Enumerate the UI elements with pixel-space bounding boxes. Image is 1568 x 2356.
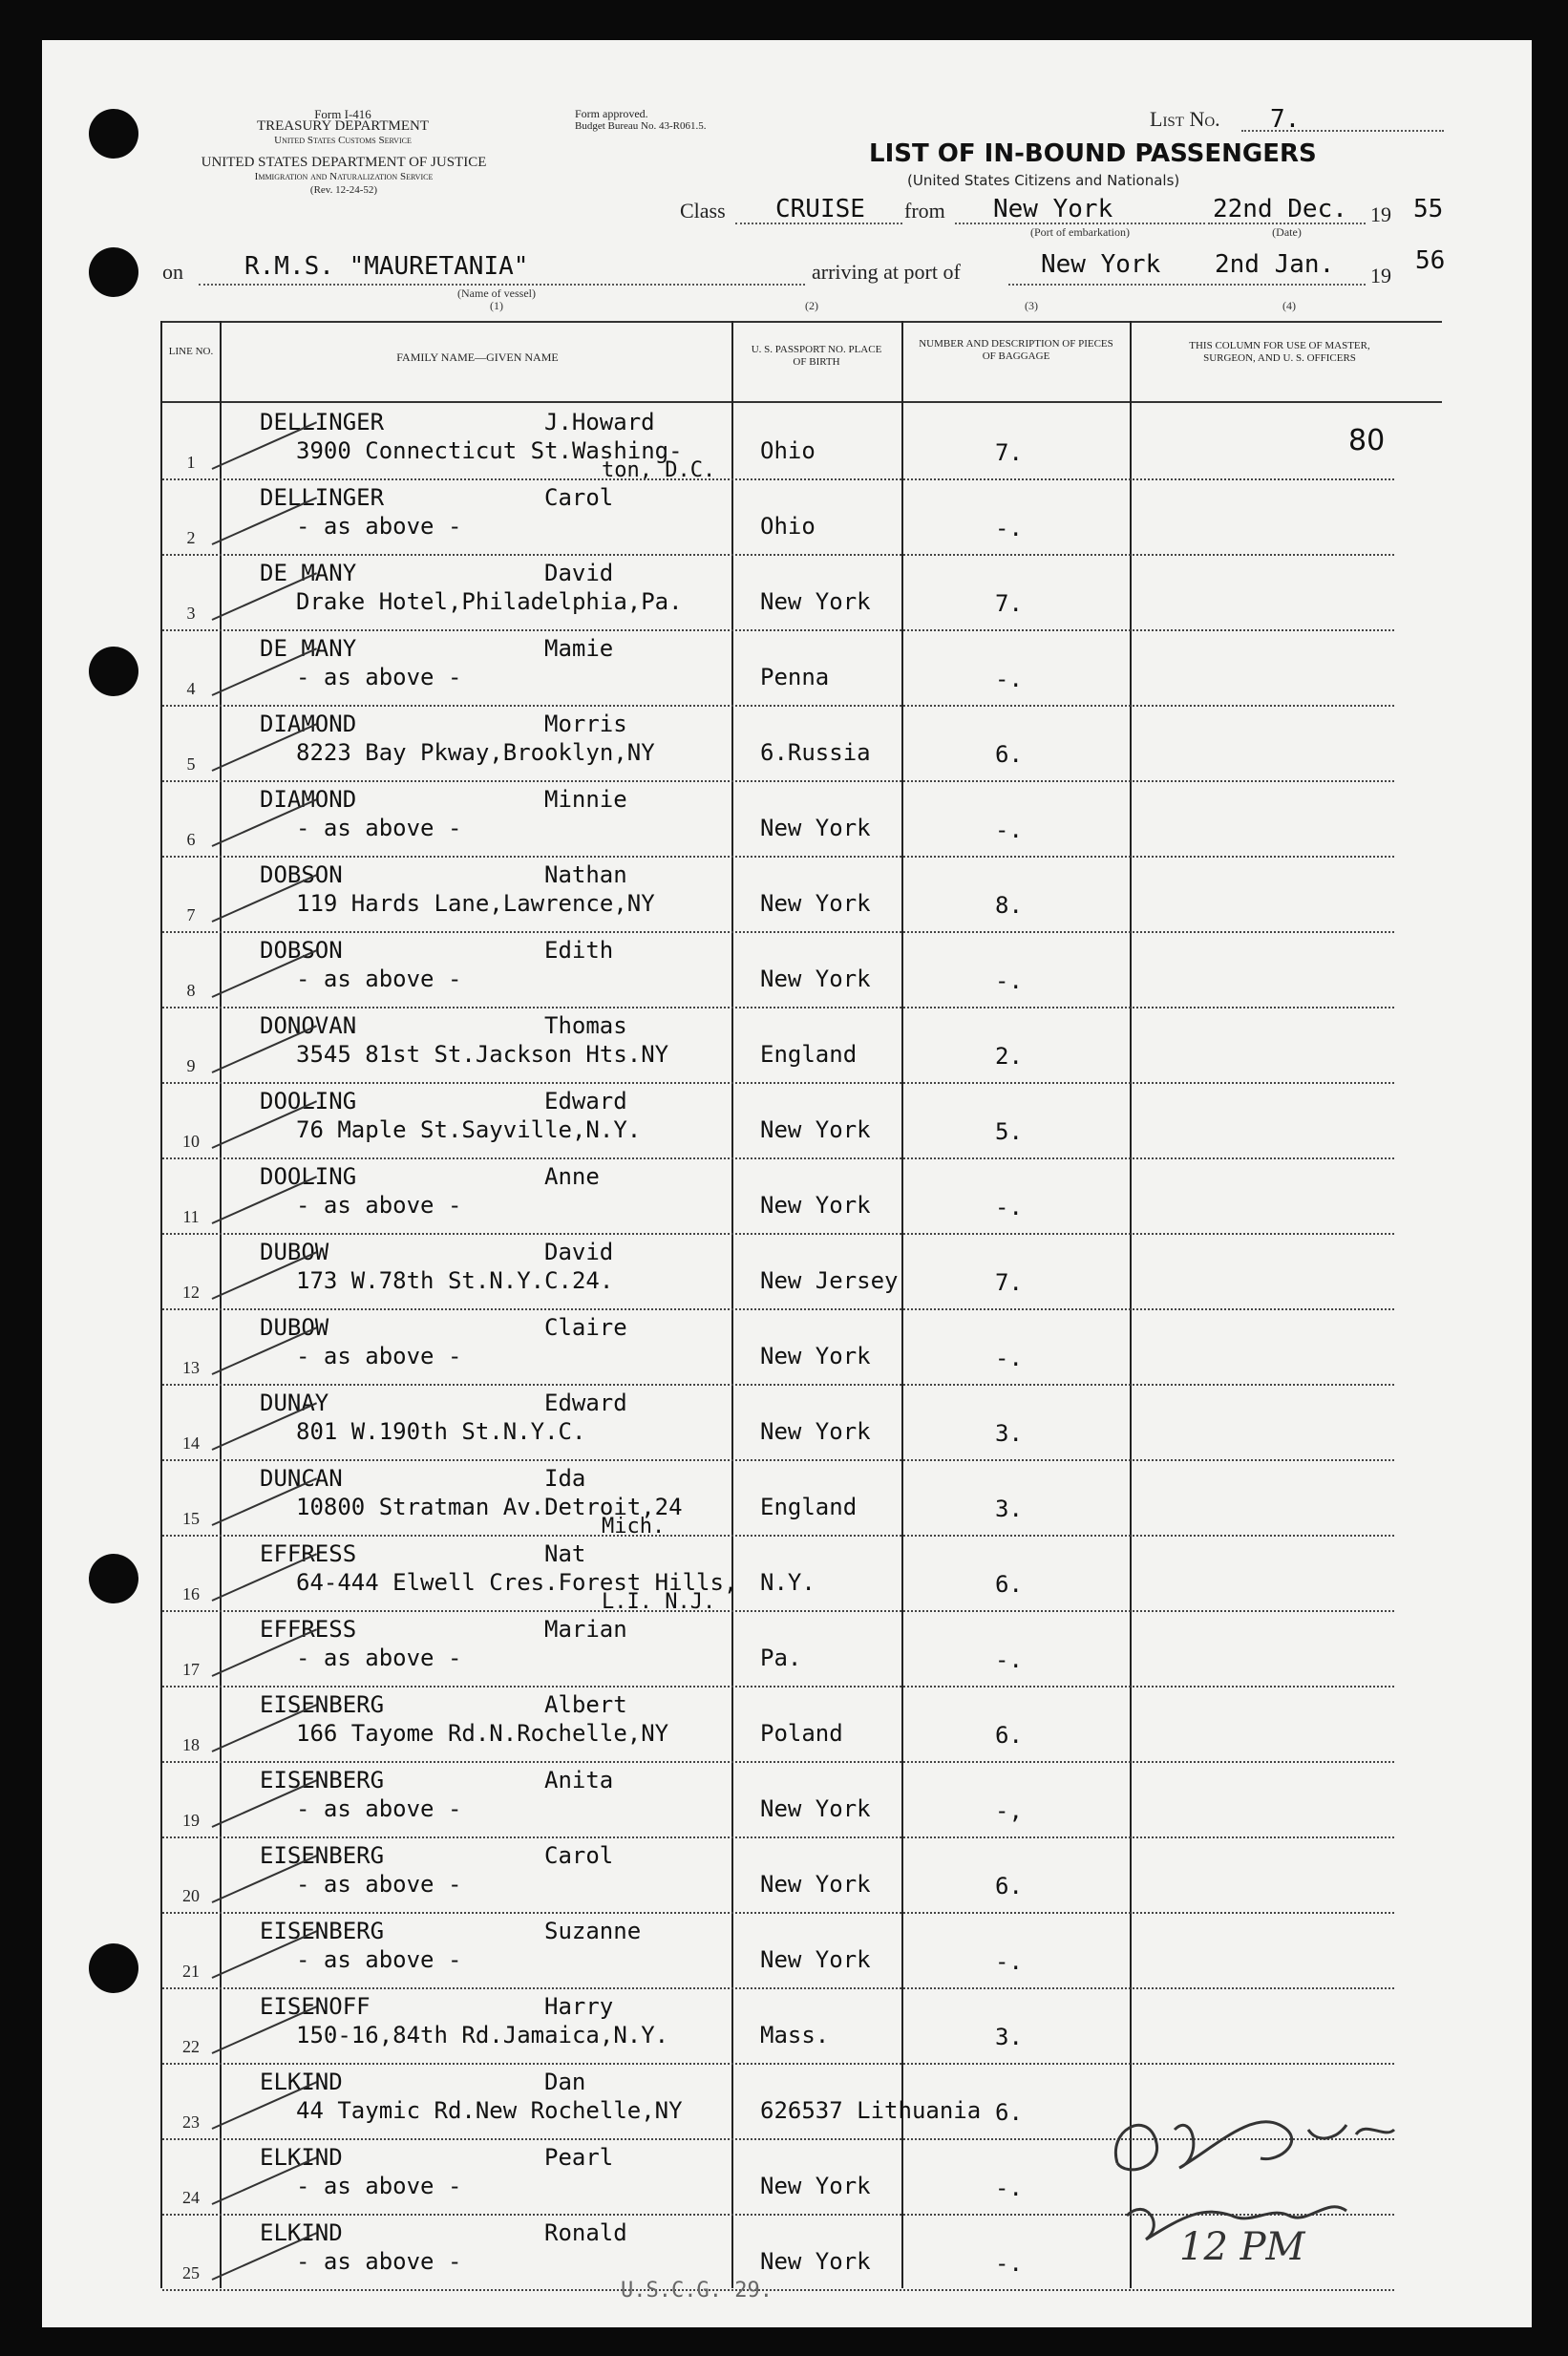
line-number: 15	[182, 1509, 200, 1528]
place-of-birth: New York	[760, 815, 871, 841]
place-of-birth: New York	[760, 890, 871, 917]
baggage-count: 3.	[995, 2024, 1023, 2050]
baggage-count: 5.	[995, 1118, 1023, 1145]
arrival-port: New York	[1041, 250, 1161, 279]
table-col-border	[731, 321, 733, 2288]
family-name: DUBOW	[260, 1314, 329, 1341]
row-separator	[162, 1912, 1394, 1914]
row-separator	[162, 554, 1394, 556]
row-separator	[162, 478, 1394, 480]
family-name: DUNCAN	[260, 1465, 343, 1492]
customs-service: United States Customs Service	[274, 135, 412, 146]
given-name: Nat	[544, 1540, 586, 1567]
baggage-count: 6.	[995, 2099, 1023, 2126]
row-separator	[162, 1761, 1394, 1763]
table-top-border	[160, 321, 1442, 323]
date-value: 22nd Dec.	[1213, 195, 1347, 223]
arrival-date: 2nd Jan.	[1215, 250, 1335, 279]
given-name: Claire	[544, 1314, 627, 1341]
row-separator	[162, 1610, 1394, 1612]
vessel-caption: (Name of vessel)	[457, 287, 536, 300]
place-of-birth: New York	[760, 1418, 871, 1445]
year-prefix-2: 19	[1370, 264, 1391, 287]
row-separator	[162, 2063, 1394, 2065]
given-name: Edward	[544, 1390, 627, 1416]
punch-hole	[89, 247, 138, 297]
line-number: 5	[186, 754, 196, 774]
from-label: from	[904, 199, 945, 223]
family-name: DOOLING	[260, 1163, 357, 1190]
line-number: 14	[182, 1433, 200, 1453]
address: 8223 Bay Pkway,Brooklyn,NY	[296, 739, 655, 766]
address: 64-444 Elwell Cres.Forest Hills,	[296, 1569, 738, 1596]
baggage-count: -.	[995, 2250, 1023, 2277]
place-of-birth: 626537 Lithuania	[760, 2097, 982, 2124]
given-name: Thomas	[544, 1012, 627, 1039]
baggage-count: -.	[995, 1948, 1023, 1975]
address-continued: Mich.	[602, 1515, 666, 1539]
family-name: EISENBERG	[260, 1918, 385, 1944]
family-name: DUBOW	[260, 1239, 329, 1265]
given-name: Ida	[544, 1465, 586, 1492]
address: - as above -	[296, 1795, 462, 1822]
place-of-birth: New York	[760, 588, 871, 615]
row-separator	[162, 1308, 1394, 1310]
year-2: 56	[1415, 246, 1446, 275]
line-number: 12	[182, 1283, 200, 1302]
place-of-birth: Ohio	[760, 437, 816, 464]
given-name: Harry	[544, 1993, 614, 2020]
place-of-birth: New York	[760, 966, 871, 992]
given-name: Edward	[544, 1088, 627, 1114]
baggage-count: 7.	[995, 590, 1023, 617]
place-of-birth: New York	[760, 1116, 871, 1143]
family-name: EFFRESS	[260, 1540, 357, 1567]
line-number: 2	[186, 528, 196, 547]
address: - as above -	[296, 815, 462, 841]
family-name: EISENBERG	[260, 1842, 385, 1869]
line-number: 11	[182, 1207, 200, 1226]
year-1: 55	[1413, 195, 1444, 223]
line-number: 19	[182, 1811, 200, 1830]
revision: (Rev. 12-24-52)	[309, 184, 378, 196]
row-separator	[162, 1535, 1394, 1537]
list-no-label: List No.	[1150, 107, 1220, 131]
family-name: DOBSON	[260, 937, 343, 964]
place-of-birth: New York	[760, 1795, 871, 1822]
col-3-caption: (3)	[1025, 299, 1038, 312]
arriving-label: arriving at port of	[812, 260, 961, 284]
col-4-caption: (4)	[1282, 299, 1296, 312]
baggage-count: 6.	[995, 1873, 1023, 1900]
table-col-border	[901, 321, 903, 2288]
given-name: Suzanne	[544, 1918, 642, 1944]
place-of-birth: New York	[760, 1871, 871, 1898]
line-number: 9	[186, 1056, 196, 1075]
baggage-count: -.	[995, 2175, 1023, 2201]
address: 801 W.190th St.N.Y.C.	[296, 1418, 586, 1445]
family-name: ELKIND	[260, 2144, 343, 2171]
form-number: Form I-416	[314, 107, 371, 121]
family-name: ELKIND	[260, 2069, 343, 2095]
table-left-border	[160, 321, 162, 2288]
place-of-birth: England	[760, 1041, 858, 1068]
family-name: DOOLING	[260, 1088, 357, 1114]
list-no-value: 7.	[1270, 105, 1301, 134]
col-name: FAMILY NAME—GIVEN NAME	[396, 350, 559, 364]
place-of-birth: Mass.	[760, 2022, 830, 2048]
baggage-count: 8.	[995, 892, 1023, 919]
line-number: 21	[182, 1962, 200, 1981]
line-number: 8	[186, 981, 196, 1000]
baggage-count: -.	[995, 1194, 1023, 1220]
place-of-birth: New York	[760, 1192, 871, 1219]
line-number: 6	[186, 830, 196, 849]
row-separator	[162, 629, 1394, 631]
address-continued: ton, D.C.	[602, 458, 716, 482]
justice-dept: UNITED STATES DEPARTMENT OF JUSTICE	[201, 155, 487, 170]
col-line-no: LINE NO.	[168, 346, 214, 357]
place-of-birth: 6.Russia	[760, 739, 871, 766]
col-1-caption: (1)	[490, 299, 503, 312]
place-of-birth: England	[760, 1494, 858, 1520]
given-name: Mamie	[544, 635, 614, 662]
line-number: 4	[186, 679, 196, 698]
given-name: Nathan	[544, 861, 627, 888]
row-separator	[162, 780, 1394, 782]
line-number: 23	[182, 2112, 200, 2132]
address: - as above -	[296, 664, 462, 690]
baggage-count: -.	[995, 666, 1023, 692]
family-name: EFFRESS	[260, 1616, 357, 1643]
punch-hole	[89, 109, 138, 159]
family-name: DE MANY	[260, 635, 357, 662]
line-number: 16	[182, 1584, 200, 1603]
row-separator	[162, 1233, 1394, 1235]
baggage-count: 6.	[995, 741, 1023, 768]
baggage-count: -,	[995, 1797, 1023, 1824]
given-name: Anita	[544, 1767, 614, 1794]
place-of-birth: New Jersey	[760, 1267, 899, 1294]
arrival-line	[1008, 284, 1366, 286]
class-label: Class	[680, 199, 726, 223]
line-number: 22	[182, 2037, 200, 2056]
baggage-count: 7.	[995, 439, 1023, 466]
address: - as above -	[296, 1343, 462, 1369]
baggage-count: 3.	[995, 1420, 1023, 1447]
line-number: 13	[182, 1358, 200, 1377]
family-name: DIAMOND	[260, 711, 357, 737]
address-continued: L.I. N.J.	[602, 1590, 716, 1614]
row-separator	[162, 856, 1394, 858]
family-name: DELLINGER	[260, 484, 385, 511]
given-name: J.Howard	[544, 409, 655, 435]
line-number: 24	[182, 2188, 200, 2207]
address: 44 Taymic Rd.New Rochelle,NY	[296, 2097, 683, 2124]
address: 119 Hards Lane,Lawrence,NY	[296, 890, 655, 917]
given-name: Anne	[544, 1163, 600, 1190]
baggage-count: -.	[995, 1646, 1023, 1673]
class-value: CRUISE	[775, 195, 865, 223]
family-name: DUNAY	[260, 1390, 329, 1416]
place-of-birth: Poland	[760, 1720, 843, 1747]
row-separator	[162, 1836, 1394, 1838]
from-value: New York	[993, 195, 1113, 223]
baggage-count: 3.	[995, 1496, 1023, 1522]
table-col-border	[1130, 321, 1132, 2288]
baggage-count: 6.	[995, 1722, 1023, 1749]
baggage-count: 7.	[995, 1269, 1023, 1296]
year-prefix-1: 19	[1370, 202, 1391, 226]
line-number: 7	[186, 905, 196, 924]
place-of-birth: New York	[760, 1946, 871, 1973]
from-caption: (Port of embarkation)	[1030, 225, 1130, 239]
baggage-count: -.	[995, 515, 1023, 541]
given-name: Carol	[544, 1842, 614, 1869]
line-number: 17	[182, 1660, 200, 1679]
address: 3900 Connecticut St.Washing-	[296, 437, 683, 464]
address: - as above -	[296, 1946, 462, 1973]
form-approved: Form approved.	[575, 107, 648, 120]
on-label: on	[162, 260, 183, 284]
given-name: Pearl	[544, 2144, 614, 2171]
address: 173 W.78th St.N.Y.C.24.	[296, 1267, 614, 1294]
table-header-border	[160, 401, 1442, 403]
row-separator	[162, 1987, 1394, 1989]
baggage-count: -.	[995, 1345, 1023, 1371]
col-2-caption: (2)	[805, 299, 818, 312]
row-separator	[162, 931, 1394, 933]
footer-stamp: U.S.C.G. 29.	[621, 2279, 773, 2303]
baggage-count: -.	[995, 817, 1023, 843]
given-name: Albert	[544, 1691, 627, 1718]
given-name: David	[544, 1239, 614, 1265]
address: - as above -	[296, 2248, 462, 2275]
family-name: DIAMOND	[260, 786, 357, 813]
address: - as above -	[296, 1645, 462, 1671]
punch-hole	[89, 1943, 138, 1993]
line-number: 20	[182, 1886, 200, 1905]
given-name: David	[544, 560, 614, 586]
family-name: DE MANY	[260, 560, 357, 586]
family-name: DOBSON	[260, 861, 343, 888]
budget-bureau: Budget Bureau No. 43-R061.5.	[575, 120, 707, 132]
row-separator	[162, 1686, 1394, 1687]
immigration-service: Immigration and Naturalization Service	[254, 171, 434, 182]
baggage-count: 6.	[995, 1571, 1023, 1598]
given-name: Morris	[544, 711, 627, 737]
family-name: EISENOFF	[260, 1993, 371, 2020]
col-baggage: NUMBER AND DESCRIPTION OF PIECES OF BAGGAGE	[919, 338, 1113, 362]
row-separator	[162, 1157, 1394, 1159]
family-name: EISENBERG	[260, 1767, 385, 1794]
given-name: Carol	[544, 484, 614, 511]
given-name: Ronald	[544, 2219, 627, 2246]
family-name: DELLINGER	[260, 409, 385, 435]
line-number: 18	[182, 1735, 200, 1754]
baggage-count: 2.	[995, 1043, 1023, 1070]
family-name: EISENBERG	[260, 1691, 385, 1718]
given-name: Minnie	[544, 786, 627, 813]
address: 3545 81st St.Jackson Hts.NY	[296, 1041, 669, 1068]
punch-hole	[89, 647, 138, 696]
address: 10800 Stratman Av.Detroit,24	[296, 1494, 683, 1520]
address: - as above -	[296, 2173, 462, 2199]
date-caption: (Date)	[1272, 225, 1302, 239]
address: - as above -	[296, 1871, 462, 1898]
vessel-line	[199, 284, 805, 286]
officer-note: 80	[1348, 424, 1386, 457]
place-of-birth: Ohio	[760, 513, 816, 540]
col-officers: THIS COLUMN FOR USE OF MASTER, SURGEON, AND U. S. OFFICERS	[1189, 340, 1370, 364]
place-of-birth: New York	[760, 2248, 871, 2275]
row-separator	[162, 1082, 1394, 1084]
punch-hole	[89, 1554, 138, 1603]
given-name: Edith	[544, 937, 614, 964]
family-name: DONOVAN	[260, 1012, 357, 1039]
place-of-birth: Pa.	[760, 1645, 802, 1671]
address: Drake Hotel,Philadelphia,Pa.	[296, 588, 683, 615]
line-number: 3	[186, 604, 196, 623]
address: 166 Tayome Rd.N.Rochelle,NY	[296, 1720, 669, 1747]
place-of-birth: Penna	[760, 664, 830, 690]
row-separator	[162, 705, 1394, 707]
vessel-name: R.M.S. "MAURETANIA"	[244, 252, 529, 281]
place-of-birth: N.Y.	[760, 1569, 816, 1596]
address: - as above -	[296, 966, 462, 992]
address: - as above -	[296, 1192, 462, 1219]
place-of-birth: New York	[760, 1343, 871, 1369]
row-separator	[162, 1007, 1394, 1008]
signature-time: 12 PM	[1179, 2225, 1305, 2269]
line-number: 10	[182, 1132, 200, 1151]
page-title: LIST OF IN-BOUND PASSENGERS	[869, 139, 1317, 168]
row-separator	[162, 1459, 1394, 1461]
row-separator	[162, 1384, 1394, 1386]
treasury-dept: TREASURY DEPARTMENT	[256, 118, 430, 134]
col-passport: U. S. PASSPORT NO. PLACE OF BIRTH	[751, 344, 882, 368]
baggage-count: -.	[995, 967, 1023, 994]
line-number: 1	[186, 453, 196, 472]
address: - as above -	[296, 513, 462, 540]
address: 150-16,84th Rd.Jamaica,N.Y.	[296, 2022, 669, 2048]
page-subtitle: (United States Citizens and Nationals)	[907, 172, 1180, 189]
family-name: ELKIND	[260, 2219, 343, 2246]
given-name: Dan	[544, 2069, 586, 2095]
given-name: Marian	[544, 1616, 627, 1643]
address: 76 Maple St.Sayville,N.Y.	[296, 1116, 642, 1143]
place-of-birth: New York	[760, 2173, 871, 2199]
line-number: 25	[182, 2263, 200, 2282]
